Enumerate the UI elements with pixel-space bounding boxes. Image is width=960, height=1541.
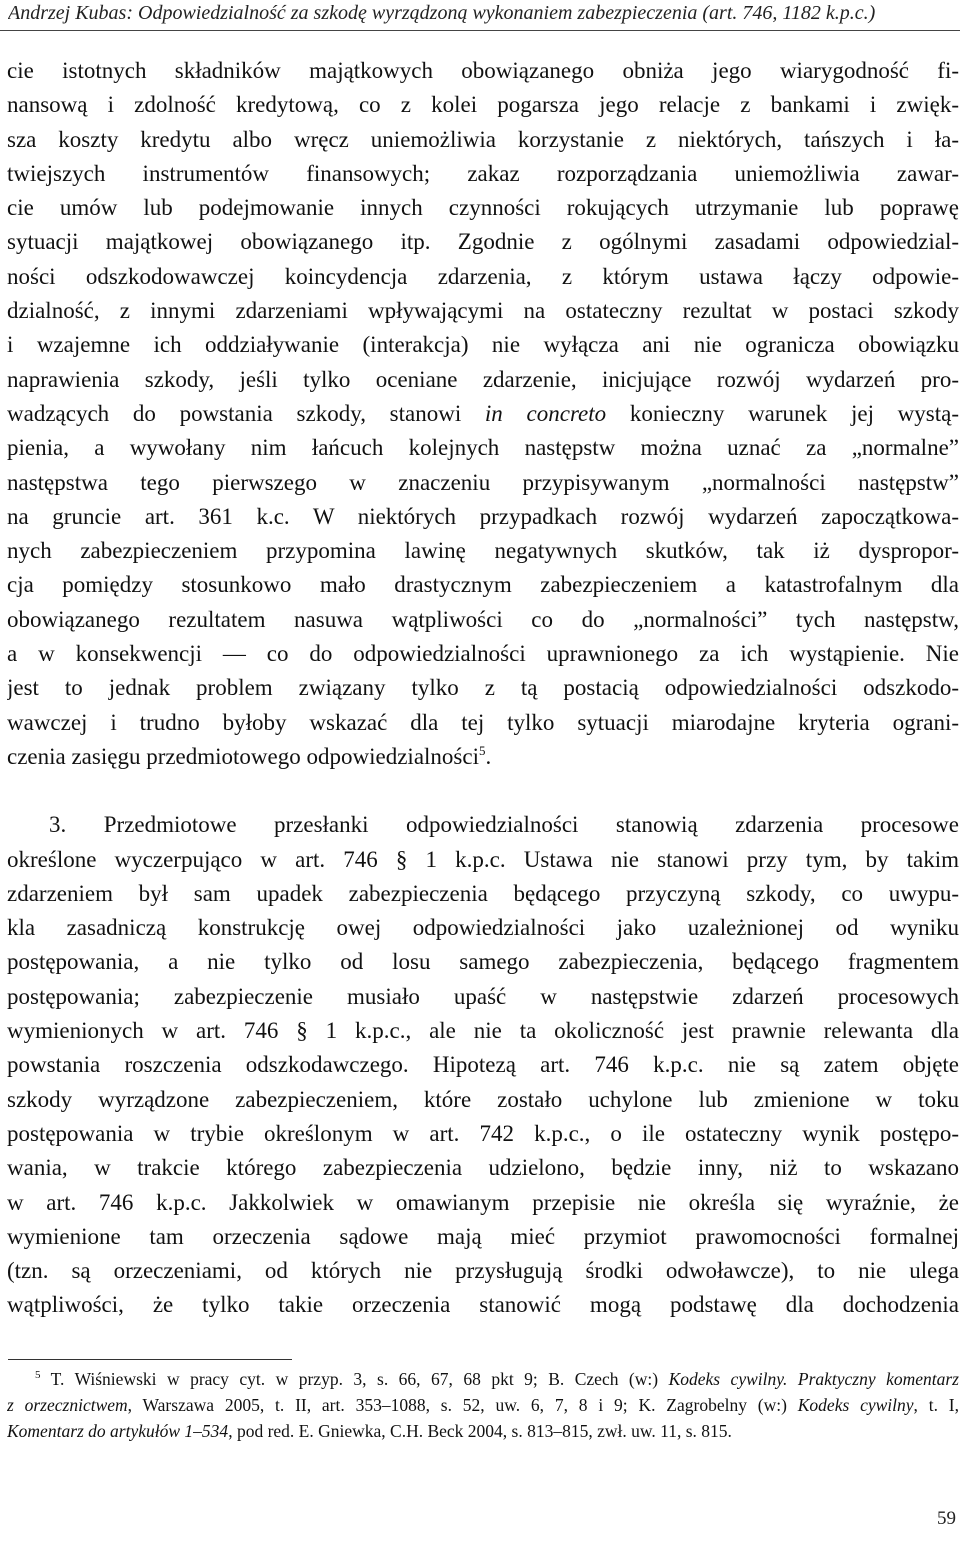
text-line: wymienionych w art. 746 § 1 k.p.c., ale nie ta okoliczność jest prawnie relewanta dla (7, 1018, 959, 1044)
text-line: a w konsekwencji — co do odpowiedzialności uprawnionego za ich wystąpienie. Nie (7, 641, 959, 667)
text-segment: . (485, 743, 492, 769)
paragraph-gap (7, 774, 959, 808)
text-line: pienia, a wywołany nim łańcuch kolejnych następstw można uznać za „normalne” (7, 435, 959, 461)
text-line: (tzn. są orzeczeniami, od których nie przysługują środki odwoławcze), to nie ulega (7, 1258, 959, 1284)
text-segment: czenia zasięgu przedmiotowego odpowiedzialności (7, 743, 479, 769)
paragraph-2 (7, 808, 959, 1322)
footnote-number: 5 (35, 1369, 41, 1381)
text-line: twiejszych instrumentów finansowych; zakaz rozporządzania uniemożliwia zawar- (7, 160, 959, 186)
running-header: Andrzej Kubas: Odpowiedzialność za szkodę wyrządzoną wykonaniem zabezpieczenia (art. 746, 1182 k.p.c.) (8, 2, 876, 24)
footnote-line (7, 1392, 959, 1418)
text-line: 3. Przedmiotowe przesłanki odpowiedzialności stanowią zdarzenia procesowe (49, 812, 959, 838)
italic-phrase: in concreto (484, 400, 607, 426)
text-line: wania, w trakcie którego zabezpieczenia udzielono, będzie inny, niż to wskazano (7, 1155, 959, 1181)
footnote-rule (8, 1359, 292, 1360)
header-rule (0, 30, 960, 31)
text-line: sza koszty kredytu albo wręcz uniemożliwia korzystanie z niektórych, tańszych i ła- (7, 126, 959, 152)
italic-phrase: Kodeks cywilny. Praktyczny komentarz (668, 1369, 959, 1389)
italic-phrase: Kodeks cywilny (797, 1395, 914, 1415)
text-line: cja pomiędzy stosunkowo mało drastycznym zabezpieczeniem a katastrofalnym dla (7, 572, 959, 598)
text-line: określone wyczerpująco w art. 746 § 1 k.p.c. Ustawa nie stanowi przy tym, by takim (7, 846, 959, 872)
text-line: jest to jednak problem związany tylko z tą postacią odpowiedzialności odszkodo- (7, 675, 959, 701)
text-segment: , t. I, (913, 1395, 959, 1415)
text-line: dzialność, z innymi zdarzeniami wpływającymi na ostateczny rezultat w postaci szkody (7, 298, 959, 324)
main-text (7, 54, 959, 1323)
text-line: cie istotnych składników majątkowych obowiązanego obniża jego wiarygodność fi- (7, 58, 959, 83)
text-line: i wzajemne ich oddziaływanie (interakcja) nie wyłącza ani nie ogranicza obowiązku (7, 332, 959, 358)
italic-phrase: Komentarz do artykułów 1–534 (7, 1421, 229, 1441)
text-line: kla zasadniczą konstrukcję owej odpowiedzialności jako uzależnionej od wyniku (7, 915, 959, 941)
text-segment: , pod red. E. Gniewka, C.H. Beck 2004, s. 813–815, zwł. uw. 11, s. 815. (228, 1421, 732, 1441)
text-segment: wadzących do powstania szkody, stanowi (7, 400, 485, 426)
text-line: w art. 746 k.p.c. Jakkolwiek w omawianym przepisie nie określa się wyraźnie, że (7, 1189, 959, 1215)
text-line: postępowania, a nie tylko od losu samego zabezpieczenia, będącego fragmentem (7, 949, 959, 975)
paragraph-1 (7, 54, 959, 774)
text-segment: , Warszawa 2005, t. II, art. 353–1088, s. 52, uw. 6, 7, 8 i 9; K. Zagrobelny (w:) (127, 1395, 798, 1415)
text-line: następstwa tego pierwszego w znaczeniu przypisywanym „normalności następstw” (7, 469, 959, 495)
text-segment: T. Wiśniewski w pracy cyt. w przyp. 3, s. 66, 67, 68 pkt 9; B. Czech (w:) (40, 1369, 669, 1389)
text-line (7, 397, 959, 431)
text-line: sytuacji majątkowej obowiązanego itp. Zgodnie z ogólnymi zasadami odpowiedzial- (7, 229, 959, 255)
page-number: 59 (937, 1508, 956, 1529)
text-line: obowiązanego rezultatem nasuwa wątpliwości co do „normalności” tych następstw, (7, 606, 959, 632)
text-line: naprawienia szkody, jeśli tylko oceniane zdarzenie, inicjujące rozwój wydarzeń pro- (7, 366, 959, 392)
text-segment: konieczny warunek jej wystą- (606, 400, 959, 426)
footnote-line (7, 1366, 959, 1392)
text-line: cie umów lub podejmowanie innych czynności rokujących utrzymanie lub poprawę (7, 195, 959, 221)
italic-phrase: z orzecznictwem (7, 1395, 128, 1415)
text-line (7, 740, 959, 774)
text-line: szkody wyrządzone zabezpieczeniem, które zostało uchylone lub zmienione w toku (7, 1086, 959, 1112)
text-line: wymienione tam orzeczenia sądowe mają mieć przymiot prawomocności formalnej (7, 1223, 959, 1249)
footnote-line (7, 1418, 959, 1444)
text-line: zdarzeniem był sam upadek zabezpieczenia będącego przyczyną szkody, co uwypu- (7, 880, 959, 906)
text-line: ności odszkodowawczej koincydencja zdarzenia, z którym ustawa łączy odpowie- (7, 263, 959, 289)
text-line: postępowania w trybie określonym w art. 742 k.p.c., o ile ostateczny wynik postępo- (7, 1120, 959, 1146)
text-line: powstania roszczenia odszkodawczego. Hipotezą art. 746 k.p.c. nie są zatem objęte (7, 1052, 959, 1078)
text-line: nych zabezpieczeniem przypomina lawinę negatywnych skutków, tak iż dyspropor- (7, 538, 959, 564)
text-line: nansową i zdolność kredytową, co z kolei pogarsza jego relacje z bankami i zwięk- (7, 92, 959, 118)
text-line: na gruncie art. 361 k.c. W niektórych przypadkach rozwój wydarzeń zapoczątkowa- (7, 503, 959, 529)
footnote-reference[interactable]: 5 (478, 742, 486, 758)
text-line: wątpliwości, że tylko takie orzeczenia stanowić mogą podstawę dla dochodzenia (7, 1292, 959, 1318)
text-line: wawczej i trudno byłoby wskazać dla tej tylko sytuacji miarodajne kryteria ograni- (7, 709, 959, 735)
text-line: postępowania; zabezpieczenie musiało upaść w następstwie zdarzeń procesowych (7, 983, 959, 1009)
footnote (7, 1366, 959, 1444)
